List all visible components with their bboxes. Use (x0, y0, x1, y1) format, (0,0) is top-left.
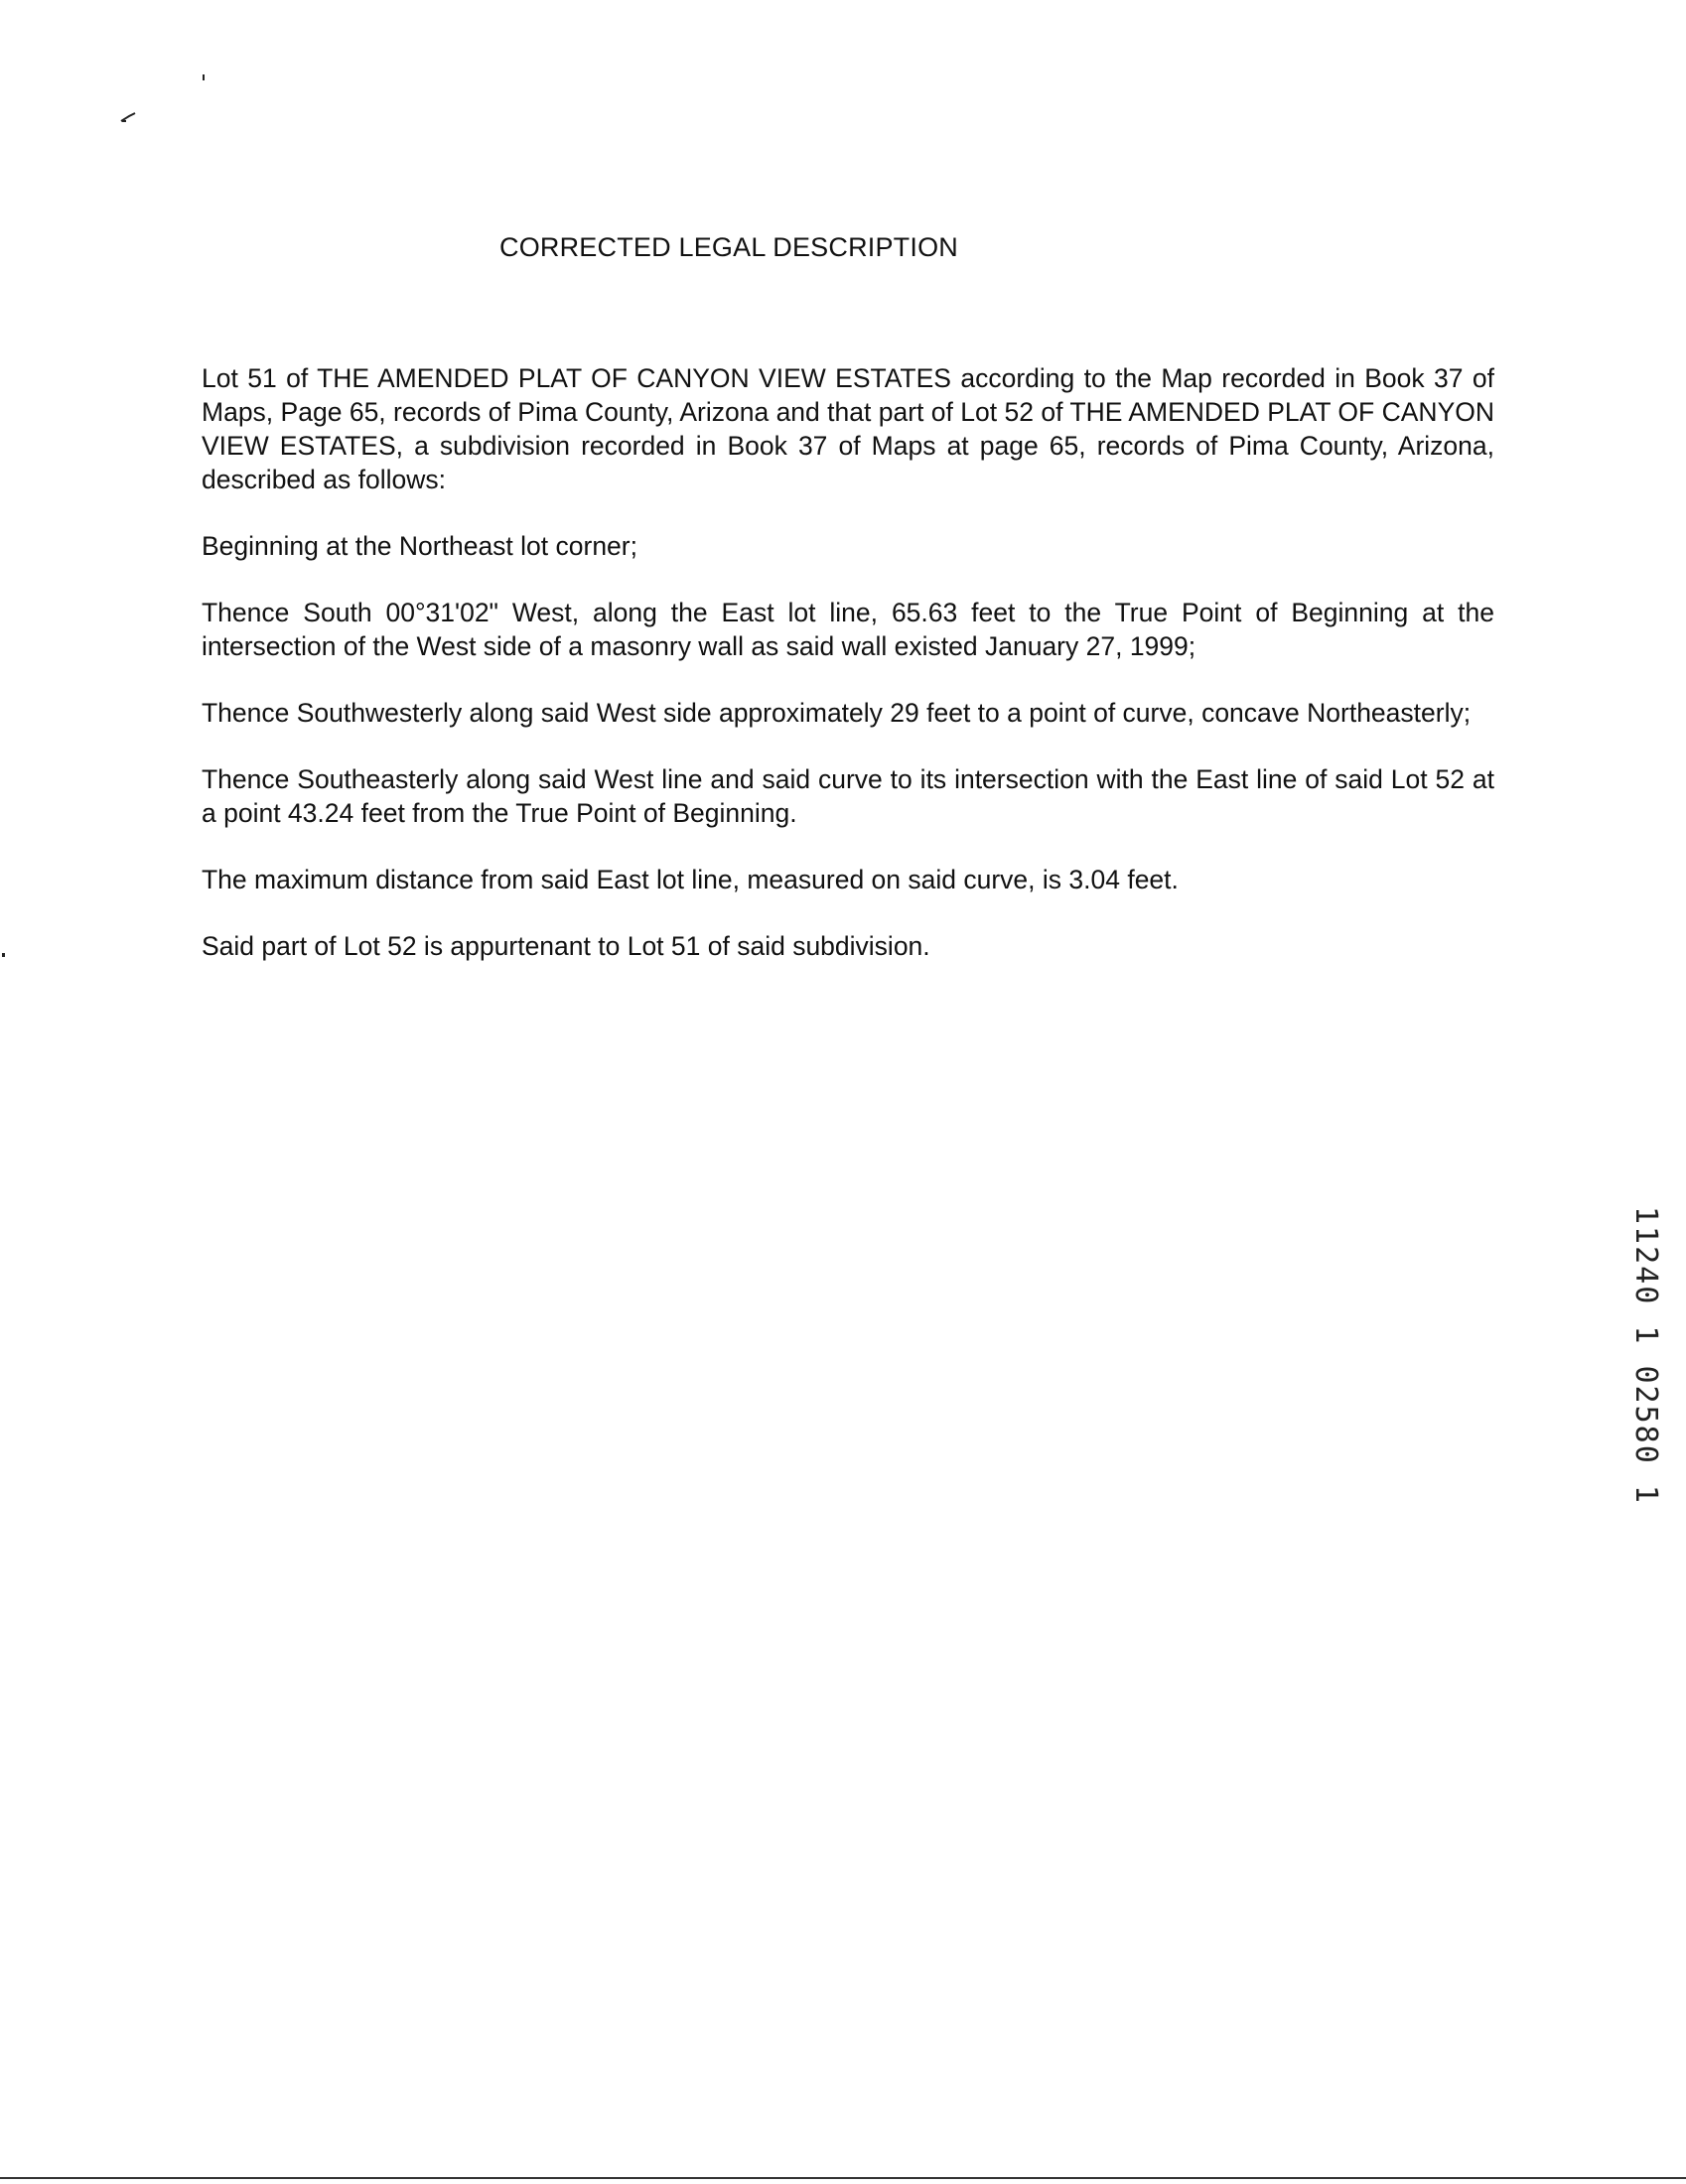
bottom-edge-line (0, 2177, 1686, 2179)
recording-number-stamp: 11240 1 02580 1 (1628, 1206, 1663, 1505)
paragraph-beginning: Beginning at the Northeast lot corner; (202, 531, 637, 561)
paragraph-thence-southwesterly: Thence Southwesterly along said West side approximately 29 feet to a point of curve, concave Northeasterly; (202, 698, 1472, 728)
scan-mark-top-left (109, 69, 149, 129)
paragraph-thence-south: Thence South 00°31'02" West, along the East lot line, 65.63 feet to the True Point of Beginning at the intersection of the West side of a masonry wall as said wall existed January 27, 1999; (202, 598, 1494, 661)
paragraph-maximum-distance: The maximum distance from said East lot line, measured on said curve, is 3.04 feet. (202, 865, 1179, 894)
scan-mark-left-edge (2, 953, 5, 957)
paragraph-thence-southeasterly: Thence Southeasterly along said West line and said curve to its intersection with the East line of said Lot 52 at a point 43.24 feet from the True Point of Beginning. (202, 764, 1494, 828)
legal-description-body (202, 361, 1494, 996)
paragraph-lot-description: Lot 51 of THE AMENDED PLAT OF CANYON VIEW ESTATES according to the Map recorded in Book 37 of Maps, Page 65, records of Pima County, Arizona and that part of Lot 52 of THE AMENDED PLAT OF CANYON VIEW ESTATES, a subdivision recorded in Book 37 of Maps at page 65, records of Pima County, Arizona, described as follows: (202, 363, 1494, 494)
document-title: CORRECTED LEGAL DESCRIPTION (499, 232, 958, 262)
scan-mark-tick (203, 74, 205, 80)
paragraph-appurtenant: Said part of Lot 52 is appurtenant to Lot 51 of said subdivision. (202, 931, 930, 961)
